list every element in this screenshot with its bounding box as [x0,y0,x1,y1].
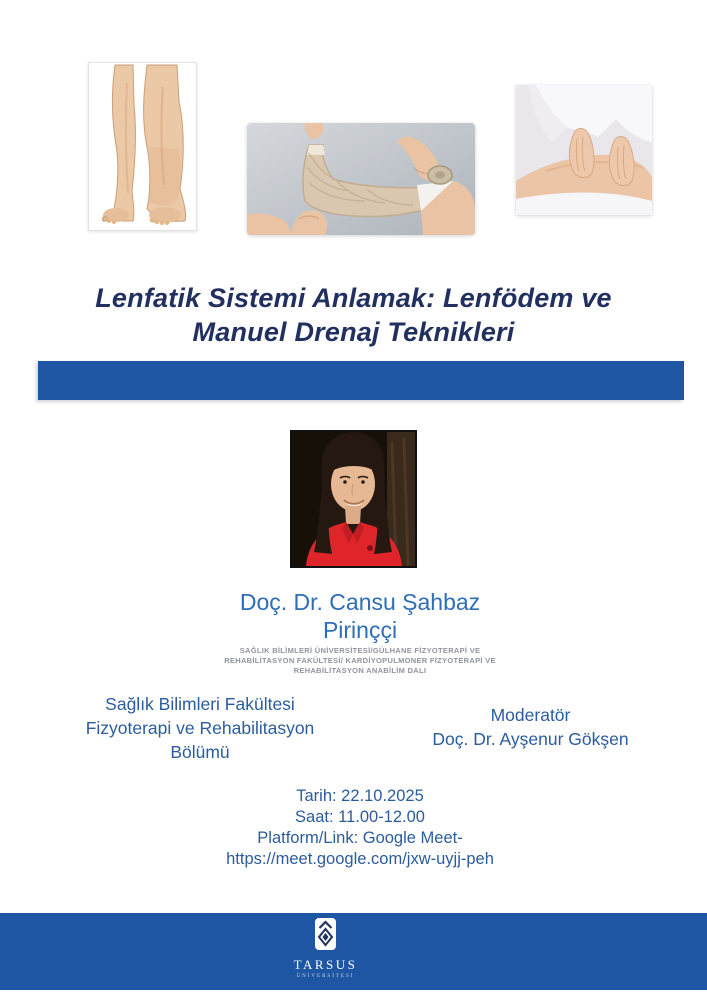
speaker-name-line-2: Pirinççi [322,617,398,643]
affiliation-line-3: REHABİLİTASYON ANABİLİM DALI [293,666,427,675]
university-subtitle: ÜNİVERSİTESİ [296,974,355,979]
divider-bar [38,361,684,400]
tarsus-university-emblem-icon [315,918,336,950]
page-title [0,281,707,349]
speaker-name-line-1: Doç. Dr. Cansu Şahbaz [239,589,481,615]
bandaging-image [247,123,475,235]
moderator-name: Doç. Dr. Ayşenur Gökşen [432,729,629,749]
speaker-photo [290,430,417,568]
moderator-block [398,703,663,751]
university-logo [258,918,393,979]
moderator-label: Moderatör [490,705,571,725]
speaker-affiliation [0,646,707,676]
footer-bar [0,913,707,990]
massage-image [516,85,652,215]
affiliation-line-1: SAĞLIK BİLİMLERİ ÜNİVERSİTESİ/GÜLHANE FİZYOTERAPİ VE [239,646,481,655]
event-meet-link: https://meet.google.com/jxw-uyjj-peh [226,850,494,868]
university-name: TARSUS [293,957,358,972]
event-date: Tarih: 22.10.2025 [296,787,424,805]
organizer-line-1: Sağlık Bilimleri Fakültesi [105,694,295,714]
organizer-department [40,692,360,764]
lymphedema-legs-illustration [89,63,196,230]
bandaging-photo-illustration [247,123,475,235]
lymphedema-legs-image [88,62,197,231]
title-line-1: Lenfatik Sistemi Anlamak: Lenfödem ve [95,283,612,313]
event-info [0,786,707,870]
speaker-portrait-illustration [292,432,415,566]
diamond-emblem-icon [315,918,336,950]
affiliation-line-2: REHABİLİTASYON FAKÜLTESİ/ KARDİYOPULMONER FİZYOTERAPİ VE [224,656,496,665]
speaker-name [0,588,707,644]
massage-photo-illustration [516,85,652,215]
organizer-line-3: Bölümü [170,742,230,762]
event-platform: Platform/Link: Google Meet- [257,829,463,847]
event-time: Saat: 11.00-12.00 [295,808,425,826]
organizer-line-2: Fizyoterapi ve Rehabilitasyon [85,718,315,738]
title-line-2: Manuel Drenaj Teknikleri [192,317,515,347]
